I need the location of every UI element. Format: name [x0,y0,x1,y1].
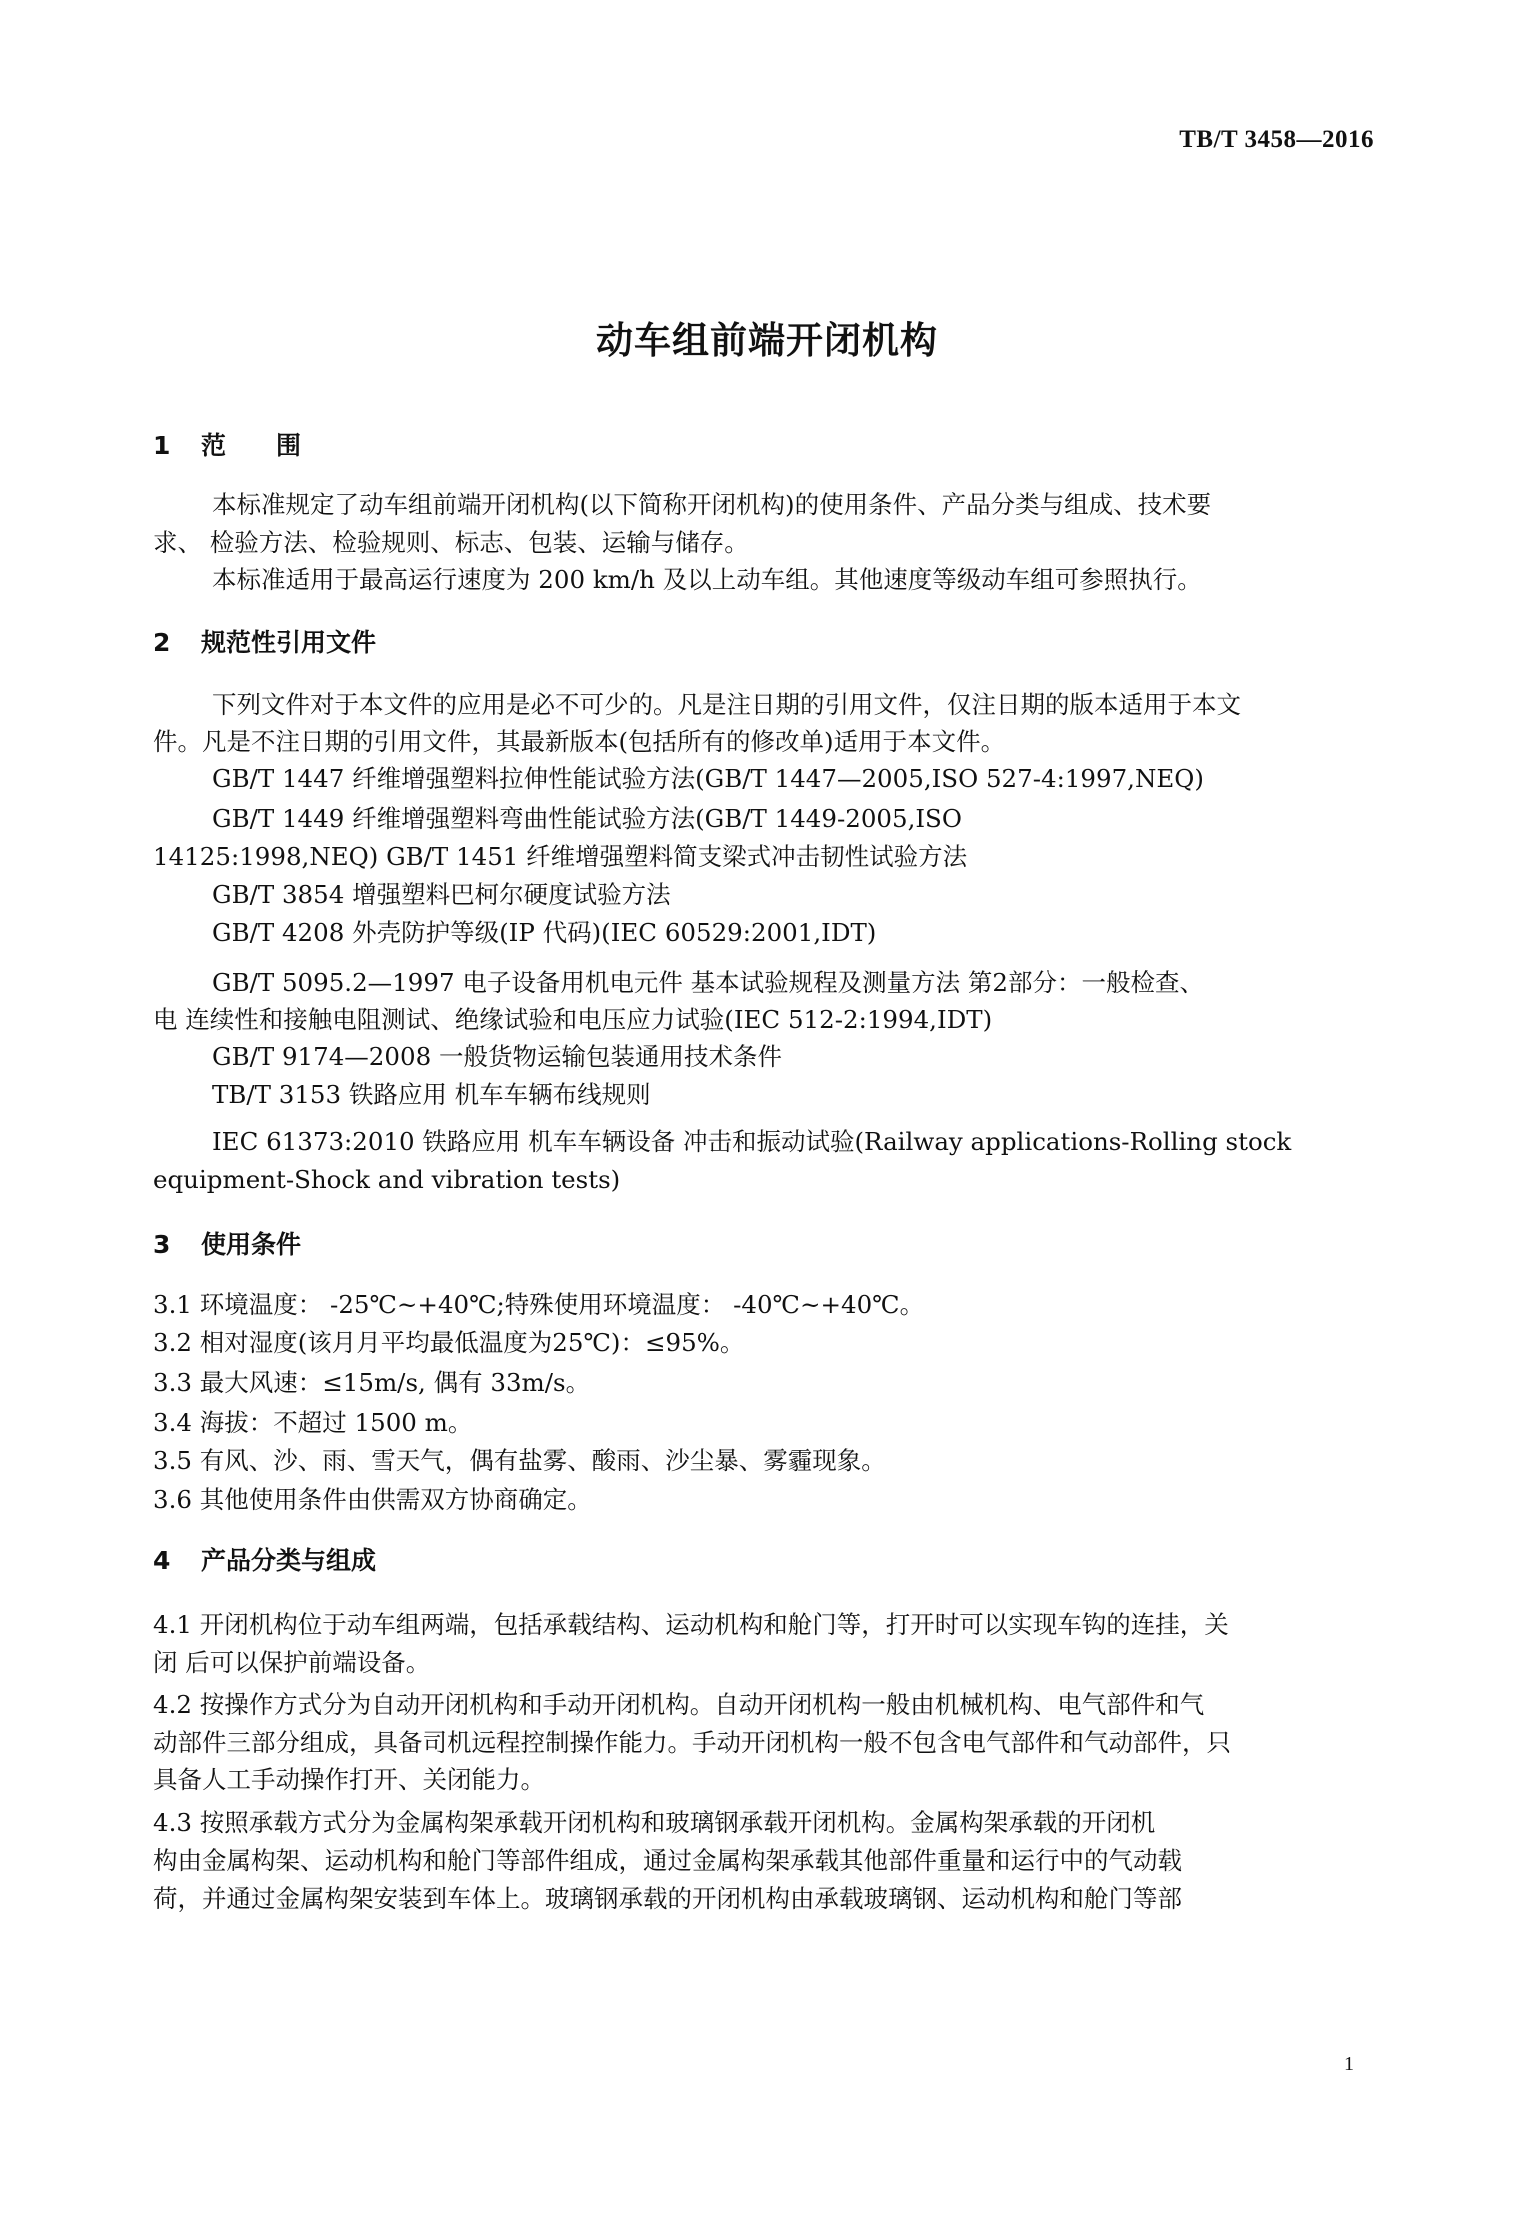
paragraph-line: 求、 检验方法、检验规则、标志、包装、运输与储存。 [153,528,749,557]
reference-line: GB/T 1449 纤维增强塑料弯曲性能试验方法(GB/T 1449-2005,ISO [212,804,962,833]
clause-line: 4.2 按操作方式分为自动开闭机构和手动开闭机构。自动开闭机构一般由机械机构、电气部件和气 [153,1690,1205,1719]
section-number: 2 [153,628,171,657]
paragraph-line: 件。凡是不注日期的引用文件，其最新版本(包括所有的修改单)适用于本文件。 [153,727,1006,756]
clause-line: 构由金属构架、运动机构和舱门等部件组成，通过金属构架承载其他部件重量和运行中的气动载 [153,1846,1182,1875]
reference-line: GB/T 3854 增强塑料巴柯尔硬度试验方法 [212,880,671,909]
reference-line: 电 连续性和接触电阻测试、绝缘试验和电压应力试验(IEC 512-2:1994,IDT) [153,1005,993,1034]
section-number: 3 [153,1230,171,1259]
standard-code: TB/T 3458—2016 [1179,126,1374,153]
reference-line: GB/T 5095.2—1997 电子设备用机电元件 基本试验规程及测量方法 第2部分：一般检查、 [212,968,1204,997]
clause-line: 4.1 开闭机构位于动车组两端，包括承载结构、运动机构和舱门等，打开时可以实现车钩的连挂，关 [153,1610,1229,1639]
paragraph-line: 本标准规定了动车组前端开闭机构(以下简称开闭机构)的使用条件、产品分类与组成、技术要 [212,490,1212,519]
reference-line: 14125:1998,NEQ) GB/T 1451 纤维增强塑料简支梁式冲击韧性试验方法 [153,842,968,871]
clause-line: 荷，并通过金属构架安装到车体上。玻璃钢承载的开闭机构由承载玻璃钢、运动机构和舱门等部 [153,1884,1182,1913]
clause-line: 4.3 按照承载方式分为金属构架承载开闭机构和玻璃钢承载开闭机构。金属构架承载的开闭机 [153,1808,1156,1837]
section-title: 规范性引用文件 [201,628,377,657]
section-heading-3 [153,1225,301,1261]
reference-line: GB/T 1447 纤维增强塑料拉伸性能试验方法(GB/T 1447—2005,ISO 527-4:1997,NEQ) [212,764,1204,793]
clause-line: 3.1 环境温度： -25℃~+40℃;特殊使用环境温度： -40℃~+40℃。 [153,1290,925,1319]
section-title: 使用条件 [201,1230,302,1259]
clause-line: 闭 后可以保护前端设备。 [153,1648,431,1677]
section-heading-4 [153,1541,376,1577]
clause-line: 3.4 海拔：不超过 1500 m。 [153,1408,473,1437]
reference-line: GB/T 4208 外壳防护等级(IP 代码)(IEC 60529:2001,IDT) [212,918,877,947]
section-heading-2 [153,623,376,659]
section-number: 4 [153,1546,171,1575]
reference-line: IEC 61373:2010 铁路应用 机车车辆设备 冲击和振动试验(Railway applications-Rolling stock [212,1127,1292,1156]
section-heading-1 [153,426,301,462]
section-title: 产品分类与组成 [201,1546,377,1575]
clause-line: 具备人工手动操作打开、关闭能力。 [153,1765,545,1794]
section-number: 1 [153,431,171,460]
clause-line: 3.5 有风、沙、雨、雪天气，偶有盐雾、酸雨、沙尘暴、雾霾现象。 [153,1446,886,1475]
reference-line: TB/T 3153 铁路应用 机车车辆布线规则 [212,1080,651,1109]
page-number: 1 [1344,2053,1354,2075]
clause-line: 3.2 相对湿度(该月月平均最低温度为25℃)：≤95%。 [153,1328,745,1357]
clause-line: 3.3 最大风速：≤15m/s, 偶有 33m/s。 [153,1368,591,1397]
reference-line: equipment-Shock and vibration tests) [153,1165,621,1194]
clause-line: 3.6 其他使用条件由供需双方协商确定。 [153,1485,592,1514]
paragraph-line: 本标准适用于最高运行速度为 200 km/h 及以上动车组。其他速度等级动车组可参照执行。 [212,565,1202,594]
clause-line: 动部件三部分组成，具备司机远程控制操作能力。手动开闭机构一般不包含电气部件和气动部件，只 [153,1728,1231,1757]
document-title: 动车组前端开闭机构 [596,319,938,362]
paragraph-line: 下列文件对于本文件的应用是必不可少的。凡是注日期的引用文件，仅注日期的版本适用于本文 [212,690,1241,719]
reference-line: GB/T 9174—2008 一般货物运输包装通用技术条件 [212,1042,782,1071]
section-title: 范 围 [201,431,302,460]
